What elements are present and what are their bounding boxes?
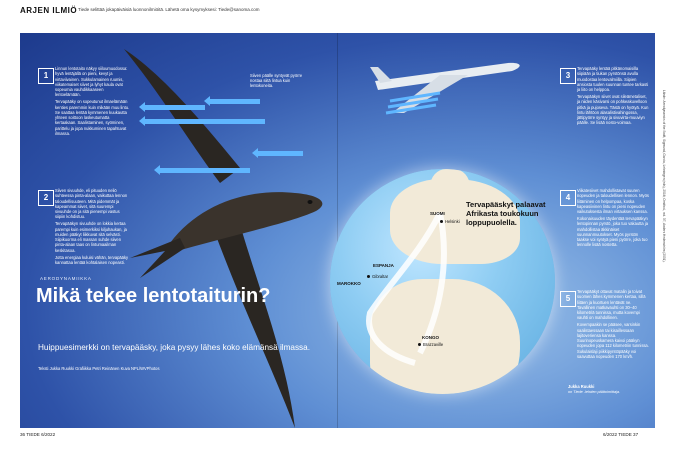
paragraph: Tervapääkyt ottavat matalin ja toivat suomen lähes kymmenen kertaa, sillä liitäen ja kuortuen lentävät ne. Tavallinen matkavauhti on 30–40 kilometriä tunnissa, mutta kovempi vauhti on mahdollinen. <box>577 289 646 321</box>
paragraph: Viikatesiivet mahdollistavat suuren nopeuden ja taloudellisen lennon. Myös liitäminen on helpompaa, koska kapeasiivinen lintu on pieni nopeuden vaikutuksesta ilman virtauksen kanssa. <box>577 188 649 215</box>
text-box-1 <box>55 66 130 138</box>
paragraph: Kokonaisuuden täydentää tervapääkyn lentopinnan pyrstö, joka tuo vakautta ja mahdollistaa äkkinäiset suunnanmuutokset. Myös pyrstön taakse voi syntyä pieni pyörre, joka tuo lennolle lisää nostetta. <box>577 215 649 248</box>
sources-text: Lähde: Aerodynamics of the Swift, Sigmund, Garcia, Lehningen (eds), 2016; Ornithol., vol. 37, Anders Hedenström (2001). <box>662 90 666 263</box>
paragraph: Tervapääkyn siivet ovat sileämetaliset, ja niiden käsivarsi on pohkeakuvelloon pitkä ja pujoseva. Tästä on hyötyä. Kun lintu lähtöon alasalistivahingossa, jättipyörre syntyy ja sivuvirta-muuviyn päälle. Se lisää nosto-voimaa. <box>577 93 649 126</box>
subtitle: Huippuesimerkki on tervapääsky, joka pysyy lähes koko elämänsä ilmassa. <box>38 343 310 352</box>
page-folio-right: 6/2022 TIEDE 37 <box>603 432 639 437</box>
label-marokko: MAROKKO <box>337 281 361 286</box>
text-box-2 <box>55 188 130 267</box>
label-espanja: ESPANJA <box>373 263 394 268</box>
wing-note: Siiven päälle syntyvät pyörre nostaa siitä lintua kuin lentokoneita. <box>250 73 303 89</box>
sources-note <box>660 90 666 410</box>
paragraph: Tervapääky lentää pitkänomaisilla siipiään ja tiukan pyrstönsä avulla muodostaa lentovalmiilla. Siipien ansiosta tuulen suunnan tuntee tarkasti ja liito on helppoa. <box>577 66 649 93</box>
city-dot <box>418 343 421 346</box>
label-brazzaville: Brazzaville <box>423 342 444 347</box>
box-number: 5 <box>560 291 576 307</box>
text-box-5 <box>577 289 649 361</box>
paragraph: Jotta energiaa kuluisi vähän, tervapääky kannattaa lentää kohtalaisen nopeasti. <box>55 254 129 265</box>
page-header <box>0 0 674 22</box>
headline: Mikä tekee lentotaiturin? <box>36 285 271 307</box>
paragraph: Tervapääky on sopeutunut ilmaelämään kenties paremmin kuin mikään muu lintu. Se saattaa lentää kymmenen kuukautta yhteen soittoon laskeutumatta kertaakaan. Saalistaminen, syöminen, parittelu ja jopa nukkuminen tapahtuvat ilmassa. <box>55 99 130 137</box>
label-kongo: KONGO <box>422 335 440 340</box>
page-folio-left: 36 TIEDE 6/2022 <box>20 432 56 437</box>
credits: Teksti Jukka Ruukki Grafiikka Petri Reinänen Kuva NPL/WVPhotos <box>38 366 160 371</box>
author-role: on Tiede -lehden päätoimittaja. <box>568 390 621 394</box>
box-number: 3 <box>560 68 576 84</box>
text-box-3 <box>577 66 649 127</box>
paragraph: Kovempaakin se pääsee, varsinkin saalistaessaan tai kisaillessaan lajitoveriensa kanssa. Suurinopeuskamera kaivoi pääkyn nopeuden jopa 112 kilometriin tunnissa. Sukulaislaji piikkipyrstöpääky voi saavuttaa nopeuden 170 km/h. <box>577 322 649 360</box>
label-helsinki: Helsinki <box>445 219 460 224</box>
text-box-4 <box>577 188 649 249</box>
box-number: 4 <box>560 190 576 206</box>
kicker: AERODYNAMIIKKA <box>40 276 92 281</box>
label-suomi: SUOMI <box>430 211 445 216</box>
section-tagline: Tiede selittää jokapäiväisiä luonnonilmiöitä. Lähetä oma kysymyksesi: Tiede@sanoma.com <box>78 7 260 12</box>
box-number: 1 <box>38 68 54 84</box>
city-dot <box>440 220 443 223</box>
label-gibraltar: Gibraltar <box>372 274 389 279</box>
author-name: Jukka Ruukki <box>568 384 595 389</box>
section-title: ARJEN ILMIÖ <box>20 6 78 15</box>
city-dot <box>367 275 370 278</box>
box-number: 2 <box>38 190 54 206</box>
paragraph: Siiven sivuuhde, eli pituuden neliö suhteessa pinta-alaan, vaikuttaa lennon taloudellisuuteen. Mitä pidemmät ja kapeammat siivet, sitä suurempi sivuuhde on ja sitä pienempi vastus siipiin kohdistuu. <box>55 188 128 220</box>
map-callout: Tervapääskyt palaavat Afrikasta toukokuun loppupuolella. <box>466 200 546 227</box>
paragraph: Linnun lentotaito näkyy siiloumuodossa: hyvä lentäjällä on pieni, kevyt ja virtaviivainen. Sukkulamainen ruumis, viikatemaiset siivet ja lyhyt kaula ovat sopeumia vauhdikkaaseen lentoelämään. <box>55 66 128 98</box>
paragraph: Tervapääkyn sivuuhde on lokkia kertaa parempi kuin esimerkiksi kiljuhaukan, ja muiden pääkyt liikkuvat sitä selvästi. Siipikuorma eli massan suhde siiven pinta-alaan taas on lintumaailman keskitasoa. <box>55 221 127 253</box>
